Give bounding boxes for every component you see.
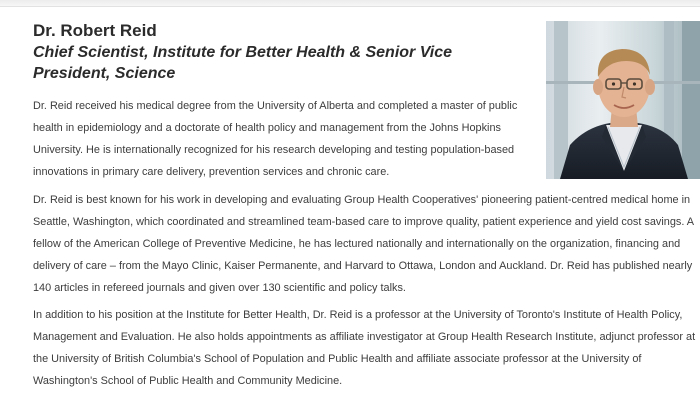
profile-title: Chief Scientist, Institute for Better Health & Senior Vice President, Science [33, 44, 453, 82]
top-divider [0, 0, 700, 7]
bio-paragraph-appointments: In addition to his position at the Institute for Better Health, Dr. Reid is a professor at the University of Toronto's Institute of Health Policy, Management and Evaluation. He also holds appointments as affiliate investigator at Group Health Research Institute, adjunct professor at the University of British Columbia's School of Population and Public Health and affiliate associate professor at the University of Washington's School of Public Health and Community Medicine. [33, 309, 696, 387]
bio-paragraph-work: Dr. Reid is best known for his work in developing and evaluating Group Health Cooperatives' pioneering patient-centred medical home in Seattle, Washington, which coordinated and streamlined team-based care to improve quality, patient experience and yield cost savings. A fellow of the American College of Preventive Medicine, he has lectured nationally and internationally on the organization, financing and delivery of care – from the Mayo Clinic, Kaiser Permanente, and Harvard to Ottawa, London and Auckland. Dr. Reid has published nearly 140 articles in refereed journals and given over 130 scientific and policy talks. [33, 194, 694, 294]
portrait-photo-icon [546, 21, 700, 179]
profile-photo [546, 21, 700, 179]
profile-name: Dr. Robert Reid [33, 21, 157, 40]
bio-paragraph-education: Dr. Reid received his medical degree from the University of Alberta and completed a master of public health in epidemiology and a doctorate of health policy and management from the Johns Hopkins University. He is internationally recognized for his research developing and testing population-based innovations in primary care delivery, prevention services and chronic care. [33, 100, 518, 178]
